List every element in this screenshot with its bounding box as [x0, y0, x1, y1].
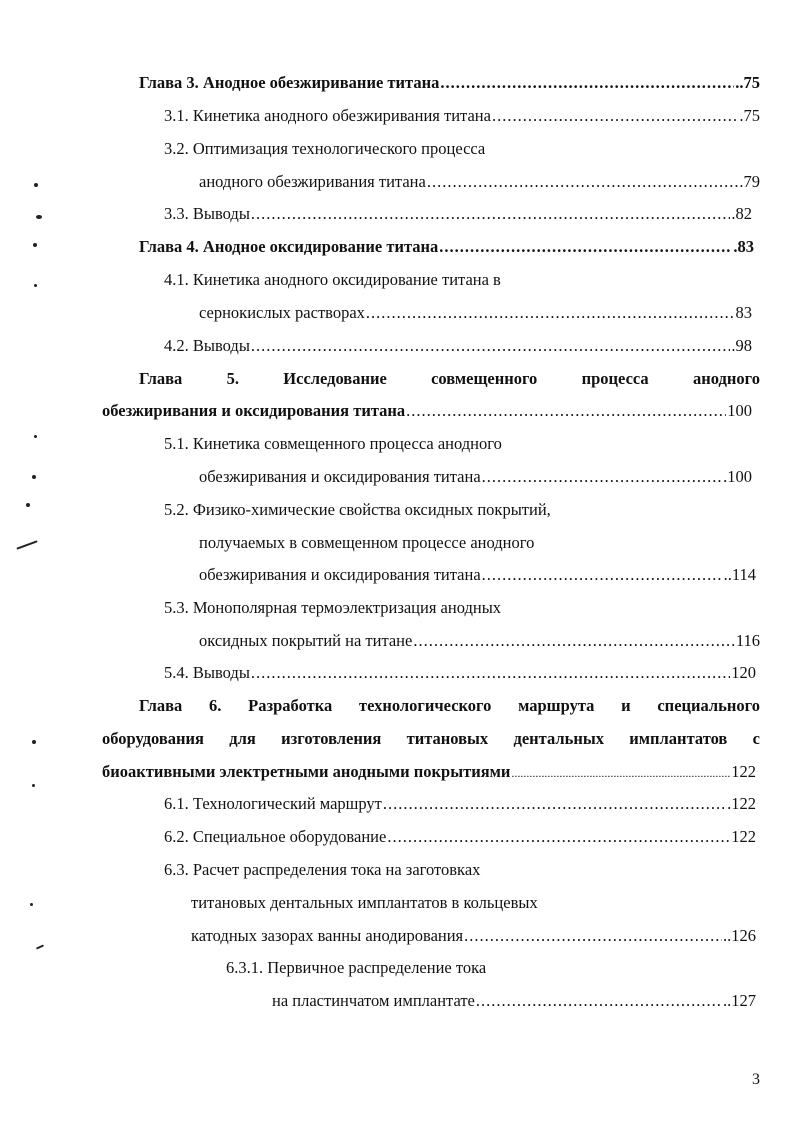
toc-entry-title: 3.3. Выводы: [164, 204, 250, 223]
toc-word: совмещенного: [431, 369, 538, 388]
toc-entry-3-1: [164, 105, 760, 127]
dot-leader: [482, 466, 722, 488]
toc-entry-6-3-1: [272, 990, 756, 1012]
toc-word: дентальных: [513, 729, 604, 748]
scan-mark: [32, 740, 36, 744]
toc-entry-5-3-line1: 5.3. Монополярная термоэлектризация анодных: [164, 598, 502, 617]
toc-word: технологического: [358, 696, 492, 715]
toc-entry-page: .79: [739, 172, 760, 191]
toc-entry-6-3-line2: титановых дентальных имплантатов в кольцевых: [191, 893, 538, 912]
toc-word: для: [229, 729, 256, 748]
toc-word: Разработка: [248, 696, 333, 715]
toc-entry-title: сернокислых растворах: [199, 303, 365, 322]
toc-entry-title: оксидных покрытий на титане: [199, 631, 413, 650]
dot-leader: [366, 302, 735, 324]
toc-entry-title: 3.1. Кинетика анодного обезжиривания титана: [164, 106, 491, 125]
toc-entry-3-2-line1: 3.2. Оптимизация технологического процесса: [164, 139, 486, 158]
scan-mark: [32, 475, 36, 479]
toc-entry-5-2: [199, 564, 756, 586]
toc-entry-5-2-line2: получаемых в совмещенном процессе анодного: [199, 533, 535, 552]
toc-entry-chapter-6-line2: [102, 728, 760, 750]
toc-entry-chapter-4: [139, 236, 754, 258]
dot-leader: [492, 105, 738, 127]
toc-word: специального: [657, 696, 760, 715]
dot-leader: [439, 236, 732, 258]
dot-leader: [383, 793, 726, 815]
dot-leader: [251, 203, 730, 225]
scan-mark: [34, 183, 38, 187]
toc-entry-title: 6.1. Технологический маршрут: [164, 794, 382, 813]
toc-entry-6-1: [164, 793, 756, 815]
toc-word: имплантатов: [629, 729, 728, 748]
toc-entry-chapter-6-line1: [139, 695, 760, 717]
toc-entry-6-3: [191, 925, 756, 947]
dot-leader: [482, 564, 723, 586]
toc-entry-title: 5.4. Выводы: [164, 663, 250, 682]
toc-entry-page: ..126: [723, 926, 756, 945]
page-number: 3: [752, 1071, 760, 1088]
toc-word: титановых: [406, 729, 489, 748]
toc-word: с: [752, 729, 760, 748]
scan-mark: [36, 944, 44, 949]
toc-entry-chapter-3: [139, 72, 760, 94]
toc-entry-page: ..114: [723, 565, 756, 584]
scan-mark: [32, 784, 35, 787]
toc-entry-page: ..127: [723, 991, 756, 1010]
toc-entry-3-2: [199, 171, 760, 193]
toc-entry-page: .75: [739, 106, 760, 125]
toc-entry-5-3: [199, 630, 760, 652]
toc-entry-page: 122: [731, 762, 756, 781]
toc-entry-5-4: [164, 662, 756, 684]
scan-mark: [30, 903, 33, 906]
toc-entry-title: обезжиривания и оксидирования титана: [199, 467, 481, 486]
dot-leader: [511, 762, 730, 784]
toc-word: 5.: [226, 369, 239, 388]
toc-entry-page: 122: [731, 827, 756, 846]
scan-mark: [34, 284, 37, 287]
toc-entry-title: 6.2. Специальное оборудование: [164, 827, 387, 846]
dot-leader: [427, 171, 739, 193]
toc-entry-page: 83: [735, 303, 752, 322]
dot-leader: [387, 826, 730, 848]
toc-entry-title: обезжиривания и оксидирования титана: [199, 565, 481, 584]
toc-word: Глава: [139, 696, 183, 715]
toc-word: анодного: [692, 369, 760, 388]
toc-entry-3-3: [164, 203, 752, 225]
scan-mark: [33, 243, 37, 247]
dot-leader: [476, 990, 722, 1012]
toc-word: изготовления: [281, 729, 382, 748]
scan-mark: [34, 435, 37, 438]
toc-word: маршрута: [518, 696, 595, 715]
dot-leader: [251, 335, 730, 357]
toc-entry-chapter-5-line1: [139, 368, 760, 390]
toc-word: процесса: [581, 369, 649, 388]
toc-entry-title: Глава 3. Анодное обезжиривание титана: [139, 73, 440, 92]
toc-entry-5-2-line1: 5.2. Физико-химические свойства оксидных покрытий,: [164, 500, 551, 519]
toc-entry-6-2: [164, 826, 756, 848]
toc-entry-title: 4.2. Выводы: [164, 336, 250, 355]
dot-leader: [251, 662, 730, 684]
toc-word: оборудования: [102, 729, 204, 748]
toc-entry-title: обезжиривания и оксидирования титана: [102, 401, 406, 420]
toc-entry-chapter-5: [102, 400, 752, 422]
toc-entry-6-3-line1: 6.3. Расчет распределения тока на заготовках: [164, 860, 481, 879]
toc-entry-4-1-line1: 4.1. Кинетика анодного оксидирование титана в: [164, 270, 501, 289]
toc-word: и: [621, 696, 631, 715]
toc-entry-title: анодного обезжиривания титана: [199, 172, 426, 191]
toc-entry-4-1: [199, 302, 752, 324]
scan-mark: [16, 540, 37, 549]
toc-entry-page: .122: [727, 794, 756, 813]
toc-entry-title: Глава 4. Анодное оксидирование титана: [139, 237, 439, 256]
dot-leader: [413, 630, 735, 652]
toc-word: 6.: [209, 696, 222, 715]
toc-entry-chapter-6: [102, 761, 756, 784]
toc-entry-4-2: [164, 335, 752, 357]
toc-entry-page: 100: [727, 401, 752, 420]
toc-word: Глава: [139, 369, 183, 388]
dot-leader: [440, 72, 734, 94]
toc-entry-page: .100: [723, 467, 752, 486]
toc-entry-title: на пластинчатом имплантате: [272, 991, 475, 1010]
toc-word: Исследование: [283, 369, 387, 388]
toc-entry-page: 116: [735, 631, 760, 650]
dot-leader: [406, 400, 726, 422]
dot-leader: [464, 925, 722, 947]
toc-entry-title: биоактивными электретными анодными покрытиями: [102, 762, 511, 781]
toc-entry-page: .98: [731, 336, 752, 355]
scan-mark: [36, 215, 42, 219]
toc-entry-page: 120: [731, 663, 756, 682]
toc-entry-5-1: [199, 466, 752, 488]
scan-mark: [26, 503, 30, 507]
toc-entry-page: .83: [733, 237, 754, 256]
toc-entry-page: .82: [731, 204, 752, 223]
toc-entry-page: ..75: [735, 73, 760, 92]
toc-entry-6-3-1-line1: 6.3.1. Первичное распределение тока: [226, 958, 487, 977]
toc-entry-5-1-line1: 5.1. Кинетика совмещенного процесса анодного: [164, 434, 502, 453]
toc-entry-title: катодных зазорах ванны анодирования: [191, 926, 464, 945]
